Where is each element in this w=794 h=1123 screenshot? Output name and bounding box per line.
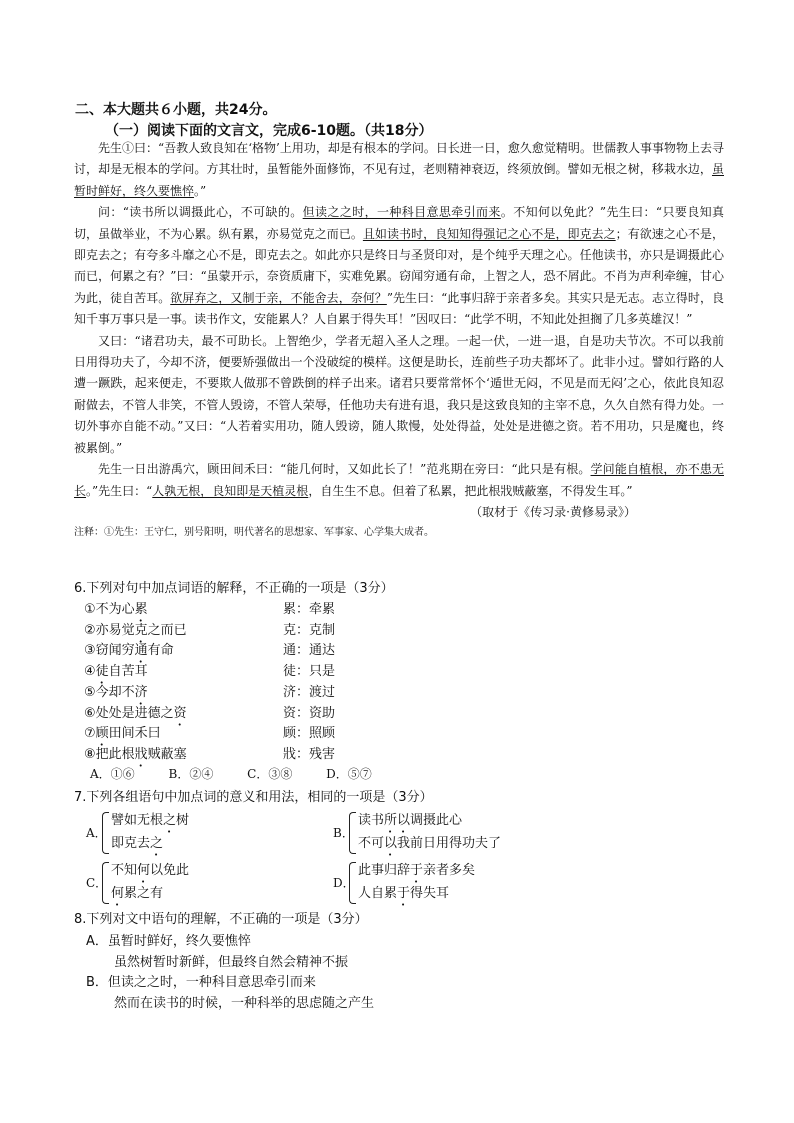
- q6-gloss: 戕：残害: [283, 747, 336, 762]
- part-title: （一）阅读下面的文言文，完成6-10题。（共18分）: [105, 123, 433, 139]
- q6-item: ②亦易觉克之而已: [84, 623, 187, 638]
- q7-option-d[interactable]: D． 此事归辞于亲者多矣 人自累于得失耳: [333, 862, 573, 906]
- question-7-stem: 7.下列各组语句中加点词的意义和用法，相同的一项是（3分）: [74, 790, 433, 805]
- passage-paragraph-3: 又曰：“诸君功夫，最不可助长。上智绝少，学者无超入圣人之理。一起一伏，一进一退，自是功夫节次。不可以我前日用得功夫了，今却不济，便要矫强做出一个没破绽的模样。这便是助长，连前些子功夫都坏了。此非小过。譬如行路的人遭一蹶跌，起来便走，不要欺人做那不曾跌倒的样子出来。诸君只要常常怀个‘遁世无闷，不见是而无闷’之心，依此良知忍耐做去，不管人非笑，不管人毁谤，不管人荣辱，任他功夫有进有退，我只是这致良知的主宰不息，久久自然有得力处。一切外事亦自能不动。”又曰：“人若着实用功，随人毁谤，随人欺慢，处处得益，处处是进德之资。若不用功，只是魔也，终被累倒。”: [74, 333, 724, 455]
- brace: [102, 812, 109, 854]
- q8-option-b[interactable]: B．但读之之时，一种科目意思牵引而来: [86, 975, 316, 990]
- underlined-sentence: 但读之之时，一种科目意思牵引而来: [302, 205, 501, 220]
- underlined-sentence: 且如读书时，良知知得强记之心不是，即克去之: [362, 226, 616, 241]
- underlined-sentence: 欲屏弃之，又制于亲，不能舍去，奈何？: [170, 290, 387, 305]
- q6-item: ⑥处处是进德之资: [84, 706, 187, 721]
- q8-option-b-text: 然而在读书的时候，一种科举的思虑随之产生: [114, 996, 375, 1011]
- q7-option-a[interactable]: A． 譬如无根之树 即克去之: [86, 812, 306, 856]
- q6-item: ③窃闻穷通有命: [84, 643, 174, 658]
- q7-option-b[interactable]: B． 读书所以调摄此心 不可以我前日用得功夫了: [333, 812, 573, 856]
- section-title: 二、本大题共６小题，共24分。: [75, 102, 277, 118]
- q6-item: ④徒自苦耳: [84, 664, 148, 679]
- underlined-sentence: 人孰无根，良知即是天植灵根: [152, 483, 309, 498]
- underlined-sentence: 学问能自植根，亦不患无长: [74, 462, 724, 498]
- q6-item: ⑤今却不济: [84, 685, 148, 700]
- q6-item: ⑧把此根戕贼蔽塞: [84, 747, 187, 762]
- q6-answer-options: [90, 765, 402, 782]
- q6-item: ⑦顾田间禾曰: [84, 726, 161, 741]
- brace: [102, 862, 109, 904]
- q6-gloss: 资：资助: [283, 706, 336, 721]
- q6-gloss: 济：渡过: [283, 685, 336, 700]
- passage-paragraph-1: 先生①曰：“吾教人致良知在‘格物’上用功，却是有根本的学问。日长进一日，愈久愈觉精明。世儒教人事事物物上去寻讨，却是无根本的学问。方其壮时，虽暂能外面修饰，不见有过，老则精神衰迈，终须放倒。譬如无根之树，移栽水边，虽暂时鲜好，终久要憔悴。”: [74, 141, 724, 198]
- q8-option-a[interactable]: A．虽暂时鲜好，终久要憔悴: [86, 934, 251, 949]
- q6-option-a[interactable]: A．①⑥: [90, 767, 135, 781]
- q6-gloss: 克：克制: [283, 623, 336, 638]
- brace: [349, 862, 356, 904]
- q6-gloss: 徒：只是: [283, 664, 336, 679]
- q8-option-a-text: 虽然树暂时新鲜，但最终自然会精神不振: [114, 955, 349, 970]
- q6-option-d[interactable]: D．⑤⑦: [326, 767, 372, 781]
- q6-option-b[interactable]: B．②④: [168, 767, 214, 781]
- question-6-stem: 6.下列对句中加点词语的解释，不正确的一项是（3分）: [74, 581, 394, 596]
- q6-option-c[interactable]: C．③⑧: [247, 767, 293, 781]
- passage-paragraph-2: 问：“读书所以调摄此心，不可缺的。但读之之时，一种科目意思牵引而来。不知何以免此？”先生曰：“只要良知真切，虽做举业，不为心累。纵有累，亦易觉克之而已。且如读书时，良知知得强记之心不是，即克去之；有欲速之心不是，即克去之；有夸多斗靡之心不是，即克去之。如此亦只是终日与圣贤印对，是个纯乎天理之心。任他读书，亦只是调摄此心而已，何累之有？”曰：“虽蒙开示，奈资质庸下，实难免累。窃闻穷通有命，上智之人，恐不屑此。不肖为声利牵缠，甘心为此，徒自苦耳。欲屏弃之，又制于亲，不能舍去，奈何？”先生曰：“此事归辞于亲者多矣。其实只是无志。志立得时，良知千事万事只是一事。读书作文，安能累人？人自累于得失耳！”因叹曰：“此学不明，不知此处担搁了几多英雄汉！”: [74, 205, 724, 327]
- question-8-stem: 8.下列对文中语句的理解，不正确的一项是（3分）: [74, 912, 368, 927]
- brace: [349, 812, 356, 854]
- passage-footnote: 注释：①先生：王守仁，别号阳明，明代著名的思想家、军事家、心学集大成者。: [74, 527, 434, 539]
- underlined-sentence: 虽暂时鲜好，终久要憔悴: [74, 162, 724, 198]
- q6-gloss: 顾：照顾: [283, 726, 336, 741]
- q7-option-c[interactable]: C． 不知何以免此 何累之有: [86, 862, 306, 906]
- classical-passage: [74, 138, 724, 543]
- passage-paragraph-4: 先生一日出游禹穴，顾田间禾曰：“能几何时，又如此长了！”范兆期在旁曰：“此只是有根。学问能自植根，亦不患无长。”先生曰：“人孰无根，良知即是天植灵根，自生生不息。但着了私累，把此根戕贼蔽塞，不得发生耳。”: [74, 462, 724, 498]
- q6-gloss: 通：通达: [283, 643, 336, 658]
- q6-item: ①不为心累: [84, 602, 148, 617]
- q6-gloss: 累：牵累: [283, 602, 336, 617]
- passage-source: （取材于《传习录·黄修易录》）: [470, 504, 636, 519]
